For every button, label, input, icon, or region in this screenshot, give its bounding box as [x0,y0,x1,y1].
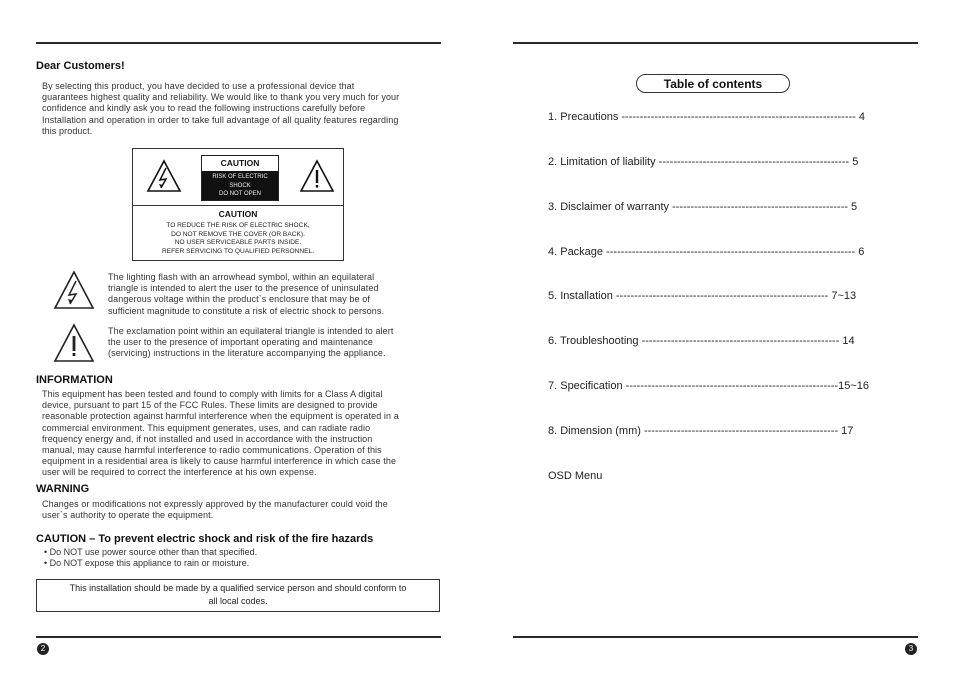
flash-line: The lighting flash with an arrowhead symbol, within an equilateral [108,272,375,282]
page-number-right: 3 [905,643,917,655]
information-line: manual, may cause harmful interference to radio communications. Operation of this [42,445,382,456]
right-bottom-rule [513,636,918,638]
intro-line: By selecting this product, you have decided to use a professional device that [42,81,355,91]
toc-entry-installation[interactable]: 5. Installation ---------------------------------------------------------- 7~13 [548,290,857,302]
caution-bullet: • Do NOT expose this appliance to rain or moisture. [44,558,250,569]
toc-entry-osd-menu[interactable]: OSD Menu [548,470,603,482]
intro-line: confidence and kindly ask you to read the following instructions carefully before [42,103,366,114]
caution-label [132,148,344,261]
installation-notice-box [36,579,440,612]
caution-title-2: CAUTION [218,209,258,219]
toc-entry-specification[interactable]: 7. Specification ----------------------------------------------------------15~16 [548,380,870,392]
toc-entry-troubleshooting[interactable]: 6. Troubleshooting ------------------------------------------------------ 14 [548,335,855,347]
caution-bullets [44,547,434,569]
flash-line: sufficient magnitude to constitute a risk of electric shock to persons. [108,305,385,316]
caution-fire-heading: CAUTION – To prevent electric shock and risk of the fire hazards [36,533,374,545]
caution-risk-line: DO NOT OPEN [219,191,261,197]
information-line: frequency energy and, if not installed and used in accordance with the instruction [42,433,373,444]
dear-customers-heading: Dear Customers! [36,60,125,72]
information-heading: INFORMATION [36,374,113,386]
toc-entry-disclaimer[interactable]: 3. Disclaimer of warranty ------------------------------------------------ 5 [548,201,858,213]
warning-paragraph [42,499,442,521]
page-number-left: 2 [37,643,49,655]
toc-title: Table of contents [636,74,790,93]
warning-line: Changes or modifications not expressly approved by the manufacturer could void the [42,499,388,509]
warning-heading: WARNING [36,483,90,495]
intro-paragraph [42,81,442,137]
caution-risk-panel [202,171,278,200]
exclaim-line: The exclamation point within an equilateral triangle is intended to alert [108,326,394,336]
intro-line: Installation and operation in order to take full advantage of all quality features regarding [42,114,399,125]
flash-symbol-text [108,272,438,317]
toc-entry-limitation[interactable]: 2. Limitation of liability ---------------------------------------------------- 5 [548,156,859,168]
information-line: commercial environment. This equipment generates, uses, and can radiate radio [42,422,371,433]
left-bottom-rule [36,636,441,638]
caution-instruction-line: NO USER SERVICEABLE PARTS INSIDE. [174,239,302,246]
caution-instructions [133,222,343,256]
exclamation-triangle-icon [299,159,335,193]
information-line: reasonable protection against harmful interference when the equipment is operated in a [42,411,399,422]
information-line: This equipment has been tested and found to comply with limits for a Class A digital [42,389,383,399]
notice-line: This installation should be made by a qualified service person and should conform to [69,583,407,593]
caution-divider [133,205,343,206]
toc-entry-dimension[interactable]: 8. Dimension (mm) ----------------------------------------------------- 17 [548,425,854,437]
exclamation-symbol-text [108,326,438,360]
warning-line: user`s authority to operate the equipment. [42,510,214,521]
exclamation-triangle-icon [53,323,95,363]
lightning-triangle-icon [53,270,95,310]
caution-instruction-line: DO NOT REMOVE THE COVER (OR BACK). [171,230,305,238]
toc-entry-precautions[interactable]: 1. Precautions ---------------------------------------------------------------- 4 [548,111,865,123]
lightning-triangle-icon [146,159,182,193]
information-line: equipment in a residential area is likely to cause harmful interference in which case the [42,456,397,467]
information-line: user will be required to correct the interference at his own expense. [42,467,317,478]
caution-risk-line: RISK OF ELECTRIC [212,174,268,180]
flash-line: triangle is intended to alert the user to the presence of uninsulated [108,283,379,294]
caution-bullet: • Do NOT use power source other than that specified. [44,547,258,557]
caution-instruction-line: REFER SERVICING TO QUALIFIED PERSONNEL. [161,247,315,255]
flash-line: dangerous voltage within the product`s enclosure that may be of [108,294,370,305]
toc-entry-package[interactable]: 4. Package -------------------------------------------------------------------- 6 [548,246,865,258]
left-top-rule [36,42,441,44]
caution-center-box [201,155,279,201]
caution-title: CAUTION [220,158,260,168]
intro-line: this product. [42,125,93,136]
exclaim-line: the user to the presence of important operating and maintenance [108,337,373,348]
caution-instruction-line: TO REDUCE THE RISK OF ELECTRIC SHOCK, [166,222,310,229]
information-line: device, pursuant to part 15 of the FCC Rules. These limits are designed to provide [42,400,378,411]
right-top-rule [513,42,918,44]
notice-line: all local codes. [208,596,268,606]
caution-risk-line: SHOCK [229,182,251,189]
information-paragraph [42,389,442,479]
exclaim-line: (servicing) instructions in the literature accompanying the appliance. [108,348,386,359]
intro-line: guarantees highest quality and reliability. We would like to thank you very much for your [42,92,400,103]
